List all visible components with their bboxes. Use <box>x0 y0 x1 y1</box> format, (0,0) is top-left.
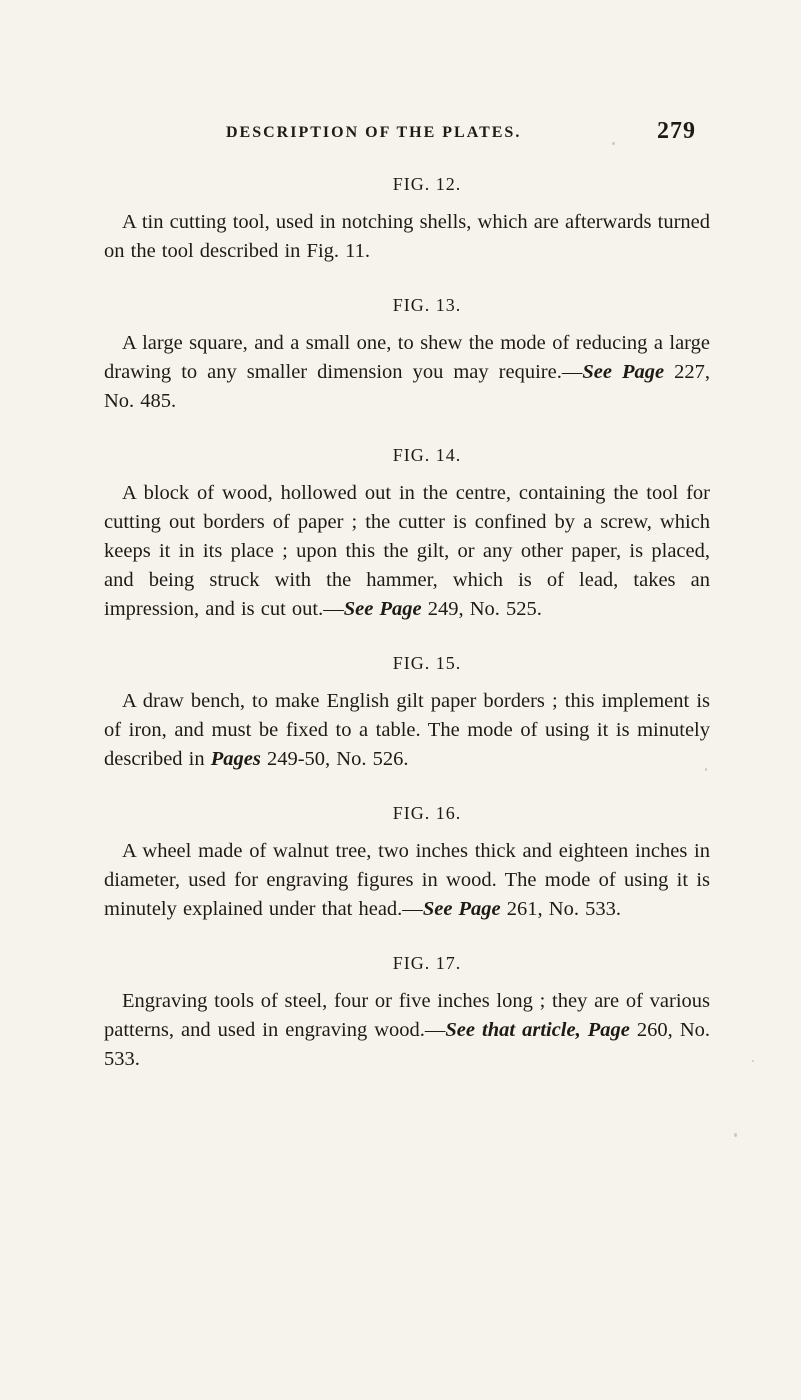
figure-section-15 <box>104 651 710 774</box>
paper-speck <box>612 142 615 145</box>
page-reference: See Page <box>343 598 422 620</box>
page-reference: See Page <box>422 898 501 920</box>
figure-section-16 <box>104 801 710 924</box>
reference-tail: 249, No. 525. <box>421 598 542 620</box>
figure-description <box>104 837 710 924</box>
figure-text: A large square, and a small one, to shew the mode of reducing a large drawing to any smaller dimension you may require.— <box>104 332 710 383</box>
figure-description <box>104 687 710 774</box>
reference-tail: 260, No. 533. <box>104 1019 710 1070</box>
figure-description <box>104 479 710 624</box>
figure-text: A block of wood, hollowed out in the centre, containing the tool for cutting out borders of paper ; the cutter is confined by a screw, which keeps it in its place ; upon this the gilt, or any other paper, is placed, and being struck with the hammer, which is of lead, takes an impression, and is cut out.— <box>104 482 710 620</box>
figure-description <box>104 987 710 1074</box>
running-head <box>226 118 696 150</box>
figure-heading: FIG. 15. <box>392 653 462 673</box>
reference-tail: 249-50, No. 526. <box>260 748 409 770</box>
reference-tail: 227, No. 485. <box>104 361 710 412</box>
figure-text: A draw bench, to make English gilt paper borders ; this implement is of iron, and must be fixed to a table. The mode of using it is minutely described in <box>104 690 710 770</box>
figure-heading: FIG. 14. <box>392 445 462 465</box>
figure-description <box>104 208 710 266</box>
figure-heading: FIG. 17. <box>392 953 462 973</box>
reference-tail: 261, No. 533. <box>500 898 621 920</box>
figure-section-17 <box>104 951 710 1074</box>
page-reference: See that article, Page <box>445 1019 630 1041</box>
page-number: 279 <box>657 118 696 144</box>
paper-speck <box>734 1133 737 1137</box>
figure-section-14 <box>104 443 710 624</box>
plate-descriptions <box>104 172 710 1101</box>
figure-heading: FIG. 12. <box>392 174 462 194</box>
figure-heading: FIG. 13. <box>392 295 462 315</box>
figure-text: A wheel made of walnut tree, two inches thick and eighteen inches in diameter, used for engraving figures in wood. The mode of using it is minutely explained under that head.— <box>104 840 710 920</box>
figure-section-13 <box>104 293 710 416</box>
figure-heading: FIG. 16. <box>392 803 462 823</box>
figure-section-12 <box>104 172 710 266</box>
page-reference: See Page <box>582 361 665 383</box>
paper-speck <box>705 768 707 771</box>
figure-text: Engraving tools of steel, four or five inches long ; they are of various patterns, and used in engraving wood.— <box>104 990 710 1041</box>
figure-description <box>104 329 710 416</box>
figure-text: A tin cutting tool, used in notching shells, which are afterwards turned on the tool described in Fig. 11. <box>104 211 710 262</box>
running-title: DESCRIPTION OF THE PLATES. <box>226 124 522 141</box>
paper-speck <box>752 1060 754 1062</box>
page-reference: Pages <box>210 748 261 770</box>
